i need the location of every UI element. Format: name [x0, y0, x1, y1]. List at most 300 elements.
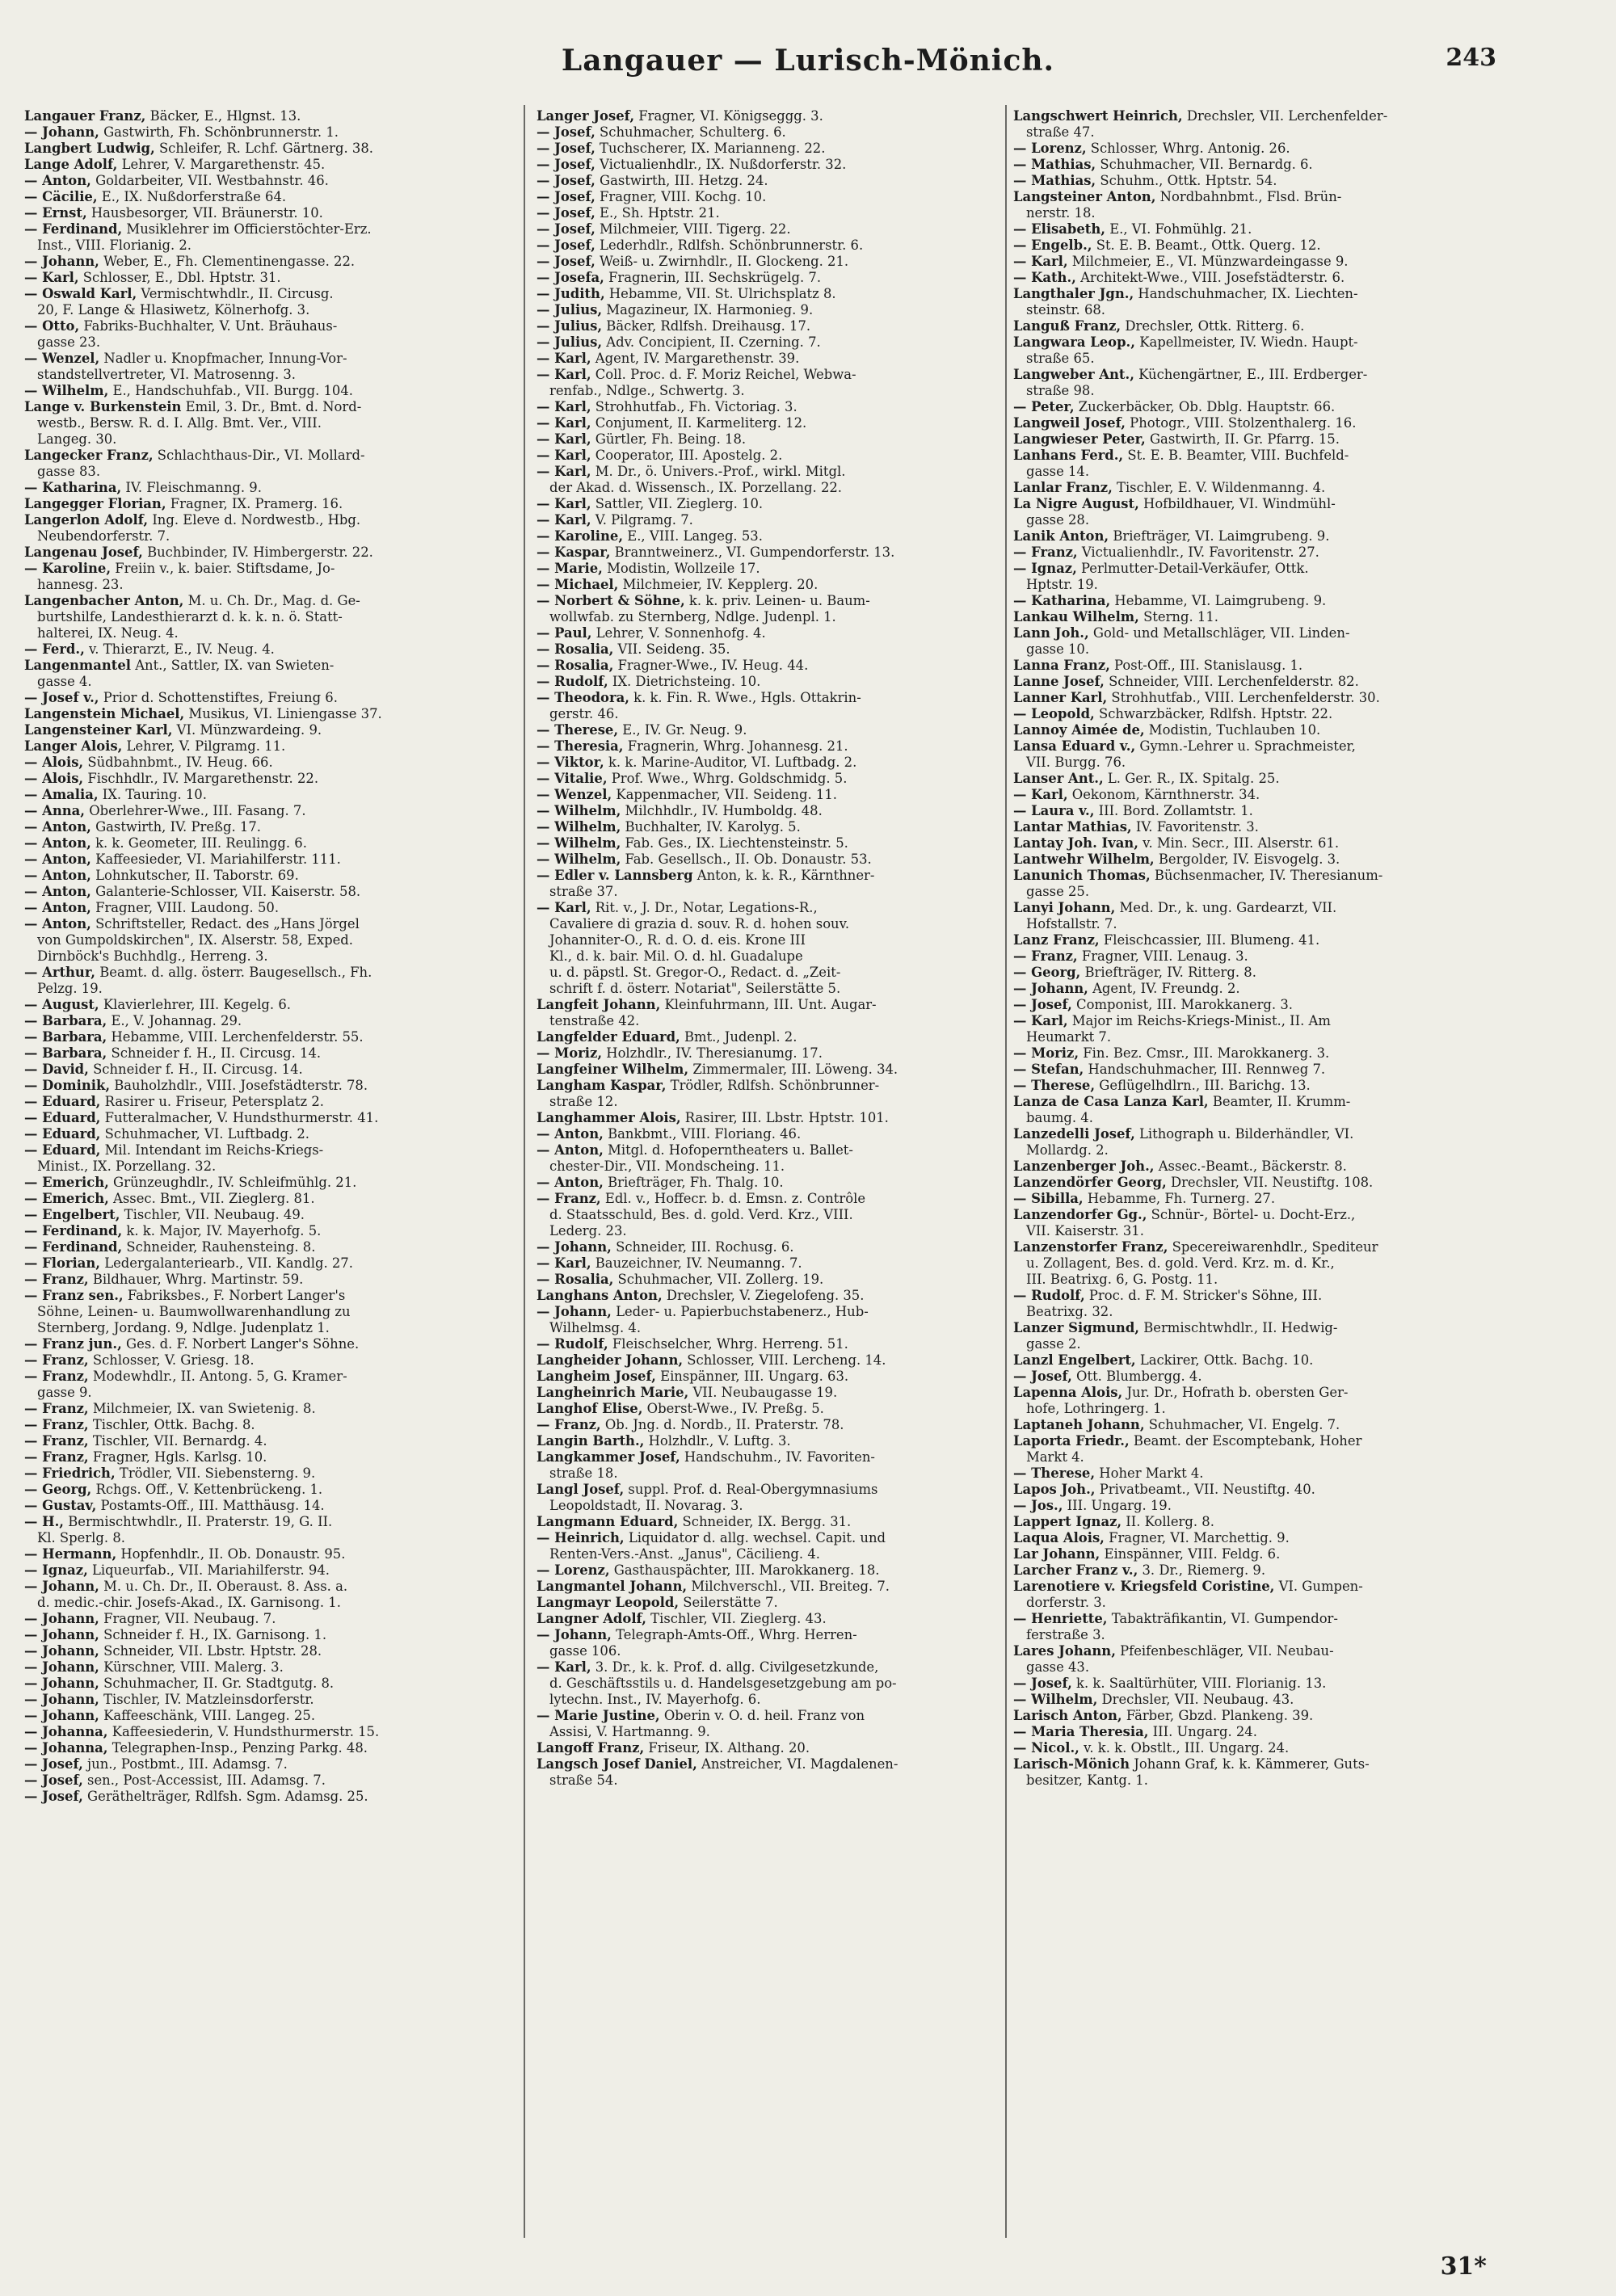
entry-details: Schneider, VII. Lbstr. Hptstr. 28. [99, 1643, 322, 1659]
directory-entry [1013, 561, 1508, 577]
entry-details: Drechsler, VII. Neustiftg. 108. [1166, 1175, 1374, 1190]
entry-details: Agent, IV. Margarethenstr. 39. [591, 351, 800, 366]
directory-entry [537, 1029, 1021, 1045]
directory-entry [24, 318, 512, 334]
directory-entry [537, 1288, 1021, 1304]
entry-name: Langsch Josef Daniel, [537, 1756, 697, 1772]
directory-entry [537, 415, 1021, 431]
entry-name: — Georg, [24, 1482, 92, 1497]
directory-entry [1013, 1724, 1508, 1740]
entry-name: Langenau Josef, [24, 545, 143, 560]
entry-continuation [537, 1772, 1021, 1789]
entry-details: Fragner-Wwe., IV. Heug. 44. [613, 658, 809, 673]
entry-details: Tischler, IV. Matzleinsdorferstr. [99, 1692, 314, 1707]
directory-entry [24, 448, 512, 464]
entry-name: — Wenzel, [537, 787, 612, 802]
entry-details: Kl., d. k. bair. Mil. O. d. hl. Guadalupe [549, 948, 803, 964]
entry-name: — Franz sen., [24, 1288, 124, 1303]
entry-details: d. Geschäftsstils u. d. Handelsgesetzgebung am po- [549, 1676, 897, 1691]
directory-entry [537, 1708, 1021, 1724]
entry-details: Ledergalanteriearb., VII. Kandlg. 27. [100, 1255, 353, 1271]
directory-entry [1013, 367, 1508, 383]
directory-entry [24, 641, 512, 658]
entry-details: Bmt., Judenpl. 2. [680, 1029, 797, 1045]
directory-entry [1013, 593, 1508, 609]
entry-details: Bäcker, E., Hlgnst. 13. [145, 108, 301, 124]
entry-name: — Johann, [24, 1708, 99, 1723]
entry-name: — Franz, [24, 1449, 89, 1465]
entry-details: gasse 4. [37, 674, 92, 689]
entry-details: Photogr., VIII. Stolzenthalerg. 16. [1125, 415, 1357, 431]
entry-details: Oekonom, Kärnthnerstr. 34. [1067, 787, 1260, 802]
entry-details: Trödler, VII. Siebensterng. 9. [115, 1465, 316, 1481]
entry-continuation [24, 415, 512, 431]
directory-entry [24, 1191, 512, 1207]
entry-details: straße 12. [549, 1094, 618, 1109]
entry-name: — Alois, [24, 771, 84, 786]
entry-details: k. k. Geometer, III. Reulingg. 6. [90, 835, 307, 851]
directory-entry [537, 173, 1021, 189]
entry-name: — Florian, [24, 1255, 100, 1271]
directory-entry [24, 1045, 512, 1062]
entry-details: Handschuhm., IV. Favoriten- [680, 1449, 875, 1465]
entry-details: Hofstallstr. 7. [1026, 916, 1117, 931]
entry-continuation [1013, 577, 1508, 593]
entry-name: Lann Joh., [1013, 625, 1089, 641]
entry-name: — Nicol., [1013, 1740, 1079, 1756]
directory-entry [537, 997, 1021, 1013]
entry-name: — Franz, [24, 1352, 89, 1368]
entry-details: ferstraße 3. [1026, 1627, 1105, 1642]
entry-continuation [24, 367, 512, 383]
entry-continuation [24, 948, 512, 965]
entry-details: Geflügelhdlrn., III. Barichg. 13. [1095, 1078, 1311, 1093]
directory-entry [24, 270, 512, 286]
entry-name: Lankau Wilhelm, [1013, 609, 1139, 624]
directory-entry [24, 1029, 512, 1045]
directory-entry [537, 399, 1021, 415]
directory-entry [24, 286, 512, 302]
column-middle [537, 108, 1021, 2241]
entry-name: — Rudolf, [537, 1336, 608, 1352]
entry-details: Schlachthaus-Dir., VI. Mollard- [153, 448, 365, 463]
directory-entry [537, 835, 1021, 852]
entry-details: Bäcker, Rdlfsh. Dreihausg. 17. [602, 318, 811, 334]
directory-entry [24, 1772, 512, 1789]
entry-name: Langoff Franz, [537, 1740, 645, 1756]
entry-name: — Anton, [24, 852, 91, 867]
entry-details: v. k. k. Obstlt., III. Ungarg. 24. [1079, 1740, 1290, 1756]
entry-continuation [1013, 1659, 1508, 1676]
entry-name: — Julius, [537, 334, 603, 350]
directory-entry [537, 771, 1021, 787]
entry-name: Lanyi Johann, [1013, 900, 1116, 915]
entry-details: u. Zollagent, Bes. d. gold. Verd. Krz. m. d. Kr., [1026, 1255, 1335, 1271]
entry-details: Bankbmt., VIII. Floriang. 46. [603, 1126, 802, 1142]
directory-entry [24, 1013, 512, 1029]
entry-name: — Sibilla, [1013, 1191, 1084, 1206]
directory-entry [1013, 141, 1508, 157]
entry-details: der Akad. d. Wissensch., IX. Porzellang. 22. [549, 480, 843, 495]
entry-details: Fragner, VIII. Laudong. 50. [90, 900, 280, 915]
entry-details: Ing. Eleve d. Nordwestb., Hbg. [148, 512, 361, 528]
directory-entry [1013, 1756, 1508, 1772]
entry-details: III. Ungarg. 19. [1063, 1498, 1172, 1513]
entry-details: baumg. 4. [1026, 1110, 1093, 1125]
entry-continuation [537, 1094, 1021, 1110]
entry-name: Langerlon Adolf, [24, 512, 149, 528]
directory-entry [24, 1611, 512, 1627]
entry-details: Adv. Concipient, II. Czerning. 7. [602, 334, 821, 350]
entry-name: Lanzendörfer Georg, [1013, 1175, 1167, 1190]
entry-name: — Wilhelm, [1013, 1692, 1098, 1707]
entry-name: — Theresia, [537, 738, 624, 754]
entry-details: Hebamme, VII. St. Ulrichsplatz 8. [604, 286, 836, 301]
entry-name: Larenotiere v. Kriegsfeld Coristine, [1013, 1579, 1275, 1594]
column-right [1013, 108, 1508, 2241]
entry-details: Hofbildhauer, VI. Windmühl- [1138, 496, 1336, 511]
entry-details: L. Ger. R., IX. Spitalg. 25. [1103, 771, 1280, 786]
entry-details: Briefträger, IV. Ritterg. 8. [1080, 965, 1256, 980]
entry-details: Fin. Bez. Cmsr., III. Marokkanerg. 3. [1079, 1045, 1330, 1061]
directory-entry [537, 238, 1021, 254]
entry-details: Post-Off., III. Stanislausg. 1. [1109, 658, 1303, 673]
directory-entry [24, 852, 512, 868]
directory-entry [1013, 108, 1508, 124]
directory-entry [24, 1126, 512, 1142]
entry-details: IX. Dietrichsteing. 10. [608, 674, 761, 689]
entry-details: Milchmeier, IV. Kepplerg. 20. [618, 577, 819, 592]
entry-details: M. u. Ch. Dr., II. Oberaust. 8. Ass. a. [99, 1579, 348, 1594]
entry-details: Schleifer, R. Lchf. Gärtnerg. 38. [154, 141, 373, 156]
entry-name: — Johanna, [24, 1724, 108, 1739]
entry-name: Langhammer Alois, [537, 1110, 681, 1125]
directory-entry [1013, 221, 1508, 238]
page-number: 243 [1446, 44, 1496, 72]
directory-entry [1013, 1740, 1508, 1756]
directory-entry [537, 367, 1021, 383]
entry-name: — Josef, [537, 205, 595, 221]
entry-name: Langkammer Josef, [537, 1449, 680, 1465]
entry-details: Oberlehrer-Wwe., III. Fasang. 7. [84, 803, 306, 818]
directory-entry [1013, 1708, 1508, 1724]
entry-continuation [1013, 884, 1508, 900]
entry-name: — Josef, [537, 141, 595, 156]
directory-entry [24, 351, 512, 367]
directory-entry [537, 464, 1021, 480]
entry-details: Rit. v., J. Dr., Notar, Legations-R., [591, 900, 818, 915]
directory-entry [24, 658, 512, 674]
directory-entry [24, 1239, 512, 1255]
directory-entry [537, 528, 1021, 545]
entry-name: — Moriz, [537, 1045, 603, 1061]
entry-continuation [24, 1385, 512, 1401]
entry-details: III. Beatrixg. 6, G. Postg. 11. [1026, 1272, 1218, 1287]
page-header [0, 32, 1616, 89]
entry-details: Schlosser, E., Dbl. Hptstr. 31. [78, 270, 281, 285]
entry-details: straße 98. [1026, 383, 1095, 398]
directory-entry [1013, 1417, 1508, 1433]
entry-name: Lanhans Ferd., [1013, 448, 1124, 463]
entry-continuation [1013, 1627, 1508, 1643]
entry-details: Fragner, IX. Pramerg. 16. [166, 496, 343, 511]
directory-entry [1013, 173, 1508, 189]
directory-entry [24, 1627, 512, 1643]
entry-name: Lanik Anton, [1013, 528, 1109, 544]
entry-continuation [1013, 1272, 1508, 1288]
directory-entry [1013, 738, 1508, 755]
entry-continuation [537, 1159, 1021, 1175]
entry-details: Bermischtwhdlr., II. Hedwig- [1139, 1320, 1338, 1335]
entry-name: — Anton, [24, 884, 91, 899]
entry-details: Gasthauspächter, III. Marokkanerg. 18. [609, 1562, 880, 1578]
entry-continuation [537, 1320, 1021, 1336]
entry-details: Johann Graf, k. k. Kämmerer, Guts- [1130, 1756, 1370, 1772]
entry-name: — Eduard, [24, 1142, 101, 1158]
entry-details: Geräthelträger, Rdlfsh. Sgm. Adamsg. 25. [82, 1789, 368, 1804]
entry-details: Schriftsteller, Redact. des „Hans Jörgel [90, 916, 360, 931]
entry-name: Lantay Joh. Ivan, [1013, 835, 1138, 851]
entry-name: — Franz jun., [24, 1336, 122, 1352]
entry-details: Leopoldstadt, II. Novarag. 3. [549, 1498, 743, 1513]
entry-name: Langham Kaspar, [537, 1078, 667, 1093]
entry-details: Schwarzbäcker, Rdlfsh. Hptstr. 22. [1094, 706, 1333, 721]
entry-details: Einspänner, III. Ungarg. 63. [655, 1369, 849, 1384]
entry-name: — Rosalia, [537, 658, 614, 673]
entry-details: Lohnkutscher, II. Taborstr. 69. [90, 868, 299, 883]
entry-details: Bauholzhdlr., VIII. Josefstädterstr. 78. [110, 1078, 368, 1093]
directory-entry [1013, 1433, 1508, 1449]
entry-continuation [24, 981, 512, 997]
entry-details: Tischler, VII. Zieglerg. 43. [646, 1611, 827, 1626]
entry-name: — Anton, [24, 900, 91, 915]
directory-entry [24, 1756, 512, 1772]
entry-details: Lackirer, Ottk. Bachg. 10. [1135, 1352, 1314, 1368]
entry-name: — Henriette, [1013, 1611, 1108, 1626]
entry-name: — Ernst, [24, 205, 87, 221]
entry-continuation [537, 1724, 1021, 1740]
entry-details: k. k. priv. Leinen- u. Baum- [684, 593, 870, 608]
directory-entry [537, 221, 1021, 238]
directory-entry [537, 1740, 1021, 1756]
entry-name: Lanzedelli Josef, [1013, 1126, 1135, 1142]
directory-entry [1013, 706, 1508, 722]
directory-entry [537, 205, 1021, 221]
entry-name: — Karl, [537, 512, 591, 528]
directory-entry [1013, 771, 1508, 787]
entry-details: Inst., VIII. Florianig. 2. [37, 238, 192, 253]
entry-details: Musiklehrer im Officierstöchter-Erz. [122, 221, 372, 237]
entry-details: Beatrixg. 32. [1026, 1304, 1113, 1319]
entry-name: — Alois, [24, 755, 84, 770]
directory-entry [24, 1401, 512, 1417]
entry-name: — Lorenz, [1013, 141, 1087, 156]
entry-name: Languß Franz, [1013, 318, 1122, 334]
entry-continuation [24, 1159, 512, 1175]
directory-entry [1013, 722, 1508, 738]
entry-details: Cooperator, III. Apostelg. 2. [591, 448, 783, 463]
directory-entry [24, 787, 512, 803]
directory-entry [24, 593, 512, 609]
entry-details: Briefträger, Fh. Thalg. 10. [603, 1175, 784, 1190]
directory-entry [24, 1676, 512, 1692]
entry-details: Kaffeesieder, VI. Mariahilferstr. 111. [90, 852, 341, 867]
entry-continuation [24, 528, 512, 545]
entry-details: Strohhutfab., Fh. Victoriag. 3. [591, 399, 797, 414]
entry-details: Markt 4. [1026, 1449, 1084, 1465]
directory-entry [1013, 1126, 1508, 1142]
entry-details: Prior d. Schottenstiftes, Freiung 6. [99, 690, 338, 705]
entry-details: Architekt-Wwe., VIII. Josefstädterstr. 6. [1075, 270, 1345, 285]
entry-name: — Anton, [24, 868, 91, 883]
entry-name: Larcher Franz v., [1013, 1562, 1138, 1578]
entry-details: d. medic.-chir. Josefs-Akad., IX. Garnisong. 1. [37, 1595, 341, 1610]
directory-entry [24, 108, 512, 124]
entry-name: Lantar Mathias, [1013, 819, 1132, 835]
directory-entry [24, 1465, 512, 1482]
directory-entry [1013, 1514, 1508, 1530]
directory-entry [1013, 1385, 1508, 1401]
entry-details: Zuckerbäcker, Ob. Dblg. Hauptstr. 66. [1074, 399, 1336, 414]
entry-continuation [1013, 124, 1508, 141]
entry-details: burtshilfe, Landesthierarzt d. k. k. n. ö. Statt- [37, 609, 343, 624]
entry-details: u. d. päpstl. St. Gregor-O., Redact. d. „Zeit- [549, 965, 841, 980]
entry-details: Schuhmacher, VII. Bernardg. 6. [1096, 157, 1313, 172]
entry-details: Handschuhmacher, IX. Liechten- [1134, 286, 1358, 301]
entry-details: Schneider f. H., II. Circusg. 14. [88, 1062, 303, 1077]
entry-details: Gymn.-Lehrer u. Sprachmeister, [1135, 738, 1356, 754]
entry-details: VII. Kaiserstr. 31. [1026, 1223, 1144, 1238]
entry-details: Hebamme, Fh. Turnerg. 27. [1083, 1191, 1276, 1206]
entry-name: — Paul, [537, 625, 592, 641]
entry-name: Lapenna Alois, [1013, 1385, 1123, 1400]
entry-continuation [24, 577, 512, 593]
entry-details: Bergolder, IV. Eisvogelg. 3. [1154, 852, 1340, 867]
entry-details: straße 37. [549, 884, 618, 899]
entry-details: E., Sh. Hptstr. 21. [595, 205, 720, 221]
entry-name: Lanzer Sigmund, [1013, 1320, 1140, 1335]
entry-name: — Mathias, [1013, 157, 1096, 172]
directory-entry [1013, 658, 1508, 674]
directory-entry [1013, 431, 1508, 448]
directory-entry [537, 1611, 1021, 1627]
entry-details: Bauzeichner, IV. Neumanng. 7. [591, 1255, 802, 1271]
entry-continuation [1013, 755, 1508, 771]
entry-details: Musikus, VI. Liniengasse 37. [184, 706, 382, 721]
entry-details: sen., Post-Accessist, III. Adamsg. 7. [82, 1772, 326, 1788]
directory-entry [537, 189, 1021, 205]
entry-details: Schuhmacher, VI. Engelg. 7. [1144, 1417, 1340, 1432]
directory-entry [24, 835, 512, 852]
entry-details: Fragner, VI. Marchettig. 9. [1104, 1530, 1290, 1545]
entry-details: Nadler u. Knopfmacher, Innung-Vor- [99, 351, 347, 366]
entry-name: — Vitalie, [537, 771, 608, 786]
entry-name: Langegger Florian, [24, 496, 166, 511]
entry-details: Dirnböck's Buchhdlg., Herreng. 3. [37, 948, 268, 964]
entry-details: Fragner, VIII. Lenaug. 3. [1077, 948, 1248, 964]
directory-entry [537, 286, 1021, 302]
entry-details: Cavaliere di grazia d. souv. R. d. hohen souv. [549, 916, 850, 931]
entry-name: — Anton, [24, 173, 91, 188]
directory-entry [537, 1530, 1021, 1546]
entry-name: — Johann, [24, 1659, 99, 1675]
entry-name: — Johann, [1013, 981, 1088, 996]
entry-name: — Eduard, [24, 1126, 101, 1142]
directory-entry [1013, 1352, 1508, 1369]
entry-name: — Cäcilie, [24, 189, 98, 204]
directory-entry [537, 690, 1021, 706]
entry-name: — Karoline, [24, 561, 112, 576]
entry-details: Beamter, II. Krumm- [1208, 1094, 1351, 1109]
entry-details: Fleischselcher, Whrg. Herreng. 51. [608, 1336, 848, 1352]
directory-entry [1013, 625, 1508, 641]
entry-name: — Josef, [1013, 1369, 1072, 1384]
entry-name: — Eduard, [24, 1110, 101, 1125]
entry-name: — Josef, [537, 124, 595, 140]
directory-entry [537, 1304, 1021, 1320]
entry-name: Langin Barth., [537, 1433, 645, 1449]
directory-entry [1013, 1175, 1508, 1191]
entry-details: E., VI. Fohmühlg. 21. [1105, 221, 1252, 237]
entry-name: Lapos Joh., [1013, 1482, 1096, 1497]
entry-details: Lehrer, V. Margarethenstr. 45. [117, 157, 326, 172]
directory-entry [24, 1482, 512, 1498]
entry-details: Schuhmacher, II. Gr. Stadtgutg. 8. [99, 1676, 335, 1691]
directory-entry [537, 1191, 1021, 1207]
directory-entry [24, 383, 512, 399]
entry-name: Langheinrich Marie, [537, 1385, 689, 1400]
entry-name: Lanlar Franz, [1013, 480, 1113, 495]
entry-details: E., Handschuhfab., VII. Burgg. 104. [108, 383, 353, 398]
entry-name: — Josef, [24, 1789, 83, 1804]
directory-entry [24, 965, 512, 981]
entry-details: Futteralmacher, V. Hundsthurmerstr. 41. [100, 1110, 379, 1125]
directory-entry [24, 1692, 512, 1708]
directory-entry [24, 480, 512, 496]
entry-details: Lehrer, V. Sonnenhofg. 4. [591, 625, 766, 641]
directory-entry [24, 1207, 512, 1223]
entry-details: k. k. Fin. R. Wwe., Hgls. Ottakrin- [629, 690, 861, 705]
directory-entry [24, 1062, 512, 1078]
entry-details: gasse 14. [1026, 464, 1090, 479]
directory-entry [1013, 1013, 1508, 1029]
entry-details: Ant., Sattler, IX. van Swieten- [130, 658, 335, 673]
entry-details: westb., Bersw. R. d. I. Allg. Bmt. Ver., VIII. [37, 415, 322, 431]
entry-details: k. k. Major, IV. Mayerhofg. 5. [122, 1223, 322, 1238]
directory-entry [537, 1110, 1021, 1126]
directory-entry [24, 1708, 512, 1724]
directory-entry [537, 803, 1021, 819]
entry-details: Schuhmacher, VII. Zollerg. 19. [613, 1272, 824, 1287]
directory-entry [537, 1659, 1021, 1676]
directory-entry [24, 1369, 512, 1385]
entry-name: — Johann, [537, 1239, 612, 1255]
entry-details: Fab. Ges., IX. Liechtensteinstr. 5. [621, 835, 848, 851]
entry-continuation [537, 932, 1021, 948]
entry-continuation [1013, 1336, 1508, 1352]
entry-details: lytechn. Inst., IV. Mayerhofg. 6. [549, 1692, 761, 1707]
entry-details: Milchverschl., VII. Breiteg. 7. [687, 1579, 890, 1594]
entry-name: Lanser Ant., [1013, 771, 1104, 786]
entry-details: dorferstr. 3. [1026, 1595, 1106, 1610]
directory-entry [1013, 965, 1508, 981]
entry-name: Langheim Josef, [537, 1369, 656, 1384]
directory-entry [1013, 690, 1508, 706]
entry-name: — Viktor, [537, 755, 604, 770]
entry-details: gasse 2. [1026, 1336, 1081, 1352]
directory-entry [1013, 286, 1508, 302]
entry-details: nerstr. 18. [1026, 205, 1096, 221]
